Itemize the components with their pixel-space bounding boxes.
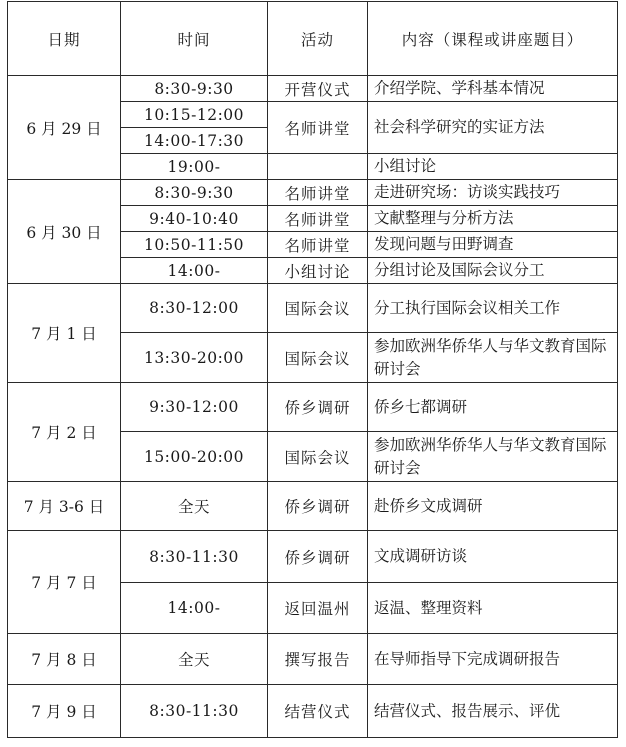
time-cell: 8:30-11:30 (121, 531, 268, 583)
time-cell: 14:00-17:30 (121, 128, 268, 154)
content-cell: 侨乡七都调研 (368, 383, 618, 432)
date-cell: 7 月 3-6 日 (8, 482, 121, 531)
table-row (8, 634, 618, 685)
date-cell: 7 月 9 日 (8, 685, 121, 738)
header-row (8, 2, 618, 76)
activity-cell: 名师讲堂 (268, 206, 368, 232)
date-cell: 7 月 1 日 (8, 284, 121, 383)
table-row (8, 180, 618, 206)
content-cell: 小组讨论 (368, 154, 618, 180)
header-date: 日期 (8, 2, 121, 76)
activity-cell: 返回温州 (268, 583, 368, 634)
table-row (8, 76, 618, 102)
activity-cell (268, 154, 368, 180)
table-row (8, 284, 618, 333)
time-cell: 8:30-12:00 (121, 284, 268, 333)
table-row (8, 531, 618, 583)
time-cell: 14:00- (121, 258, 268, 284)
table-row (8, 685, 618, 738)
time-cell: 8:30-9:30 (121, 76, 268, 102)
content-cell: 参加欧洲华侨华人与华文教育国际研讨会 (368, 432, 618, 482)
time-cell: 13:30-20:00 (121, 333, 268, 383)
content-cell: 在导师指导下完成调研报告 (368, 634, 618, 685)
activity-cell: 小组讨论 (268, 258, 368, 284)
time-cell: 9:40-10:40 (121, 206, 268, 232)
content-cell: 发现问题与田野调查 (368, 232, 618, 258)
header-activity: 活动 (268, 2, 368, 76)
date-cell: 7 月 7 日 (8, 531, 121, 634)
content-cell: 结营仪式、报告展示、评优 (368, 685, 618, 738)
time-cell: 全天 (121, 482, 268, 531)
time-cell: 8:30-9:30 (121, 180, 268, 206)
time-cell: 10:15-12:00 (121, 102, 268, 128)
header-time: 时间 (121, 2, 268, 76)
content-cell: 文成调研访谈 (368, 531, 618, 583)
time-cell: 15:00-20:00 (121, 432, 268, 482)
content-cell: 参加欧洲华侨华人与华文教育国际研讨会 (368, 333, 618, 383)
table-row (8, 482, 618, 531)
time-cell: 全天 (121, 634, 268, 685)
content-cell: 社会科学研究的实证方法 (368, 102, 618, 154)
activity-cell: 开营仪式 (268, 76, 368, 102)
content-cell: 赴侨乡文成调研 (368, 482, 618, 531)
date-cell: 7 月 2 日 (8, 383, 121, 482)
table-row (8, 383, 618, 432)
time-cell: 9:30-12:00 (121, 383, 268, 432)
date-cell: 6 月 30 日 (8, 180, 121, 284)
activity-cell: 结营仪式 (268, 685, 368, 738)
schedule-table (7, 1, 618, 738)
activity-cell: 侨乡调研 (268, 482, 368, 531)
header-content: 内容（课程或讲座题目） (368, 2, 618, 76)
content-cell: 返温、整理资料 (368, 583, 618, 634)
activity-cell: 国际会议 (268, 284, 368, 333)
time-cell: 10:50-11:50 (121, 232, 268, 258)
activity-cell: 侨乡调研 (268, 531, 368, 583)
activity-cell: 名师讲堂 (268, 180, 368, 206)
activity-cell: 名师讲堂 (268, 232, 368, 258)
date-cell: 7 月 8 日 (8, 634, 121, 685)
date-cell: 6 月 29 日 (8, 76, 121, 180)
time-cell: 8:30-11:30 (121, 685, 268, 738)
activity-cell: 侨乡调研 (268, 383, 368, 432)
content-cell: 走进研究场：访谈实践技巧 (368, 180, 618, 206)
time-cell: 14:00- (121, 583, 268, 634)
time-cell: 19:00- (121, 154, 268, 180)
activity-cell: 国际会议 (268, 432, 368, 482)
content-cell: 文献整理与分析方法 (368, 206, 618, 232)
activity-cell: 国际会议 (268, 333, 368, 383)
content-cell: 分工执行国际会议相关工作 (368, 284, 618, 333)
activity-cell: 名师讲堂 (268, 102, 368, 154)
content-cell: 分组讨论及国际会议分工 (368, 258, 618, 284)
activity-cell: 撰写报告 (268, 634, 368, 685)
content-cell: 介绍学院、学科基本情况 (368, 76, 618, 102)
